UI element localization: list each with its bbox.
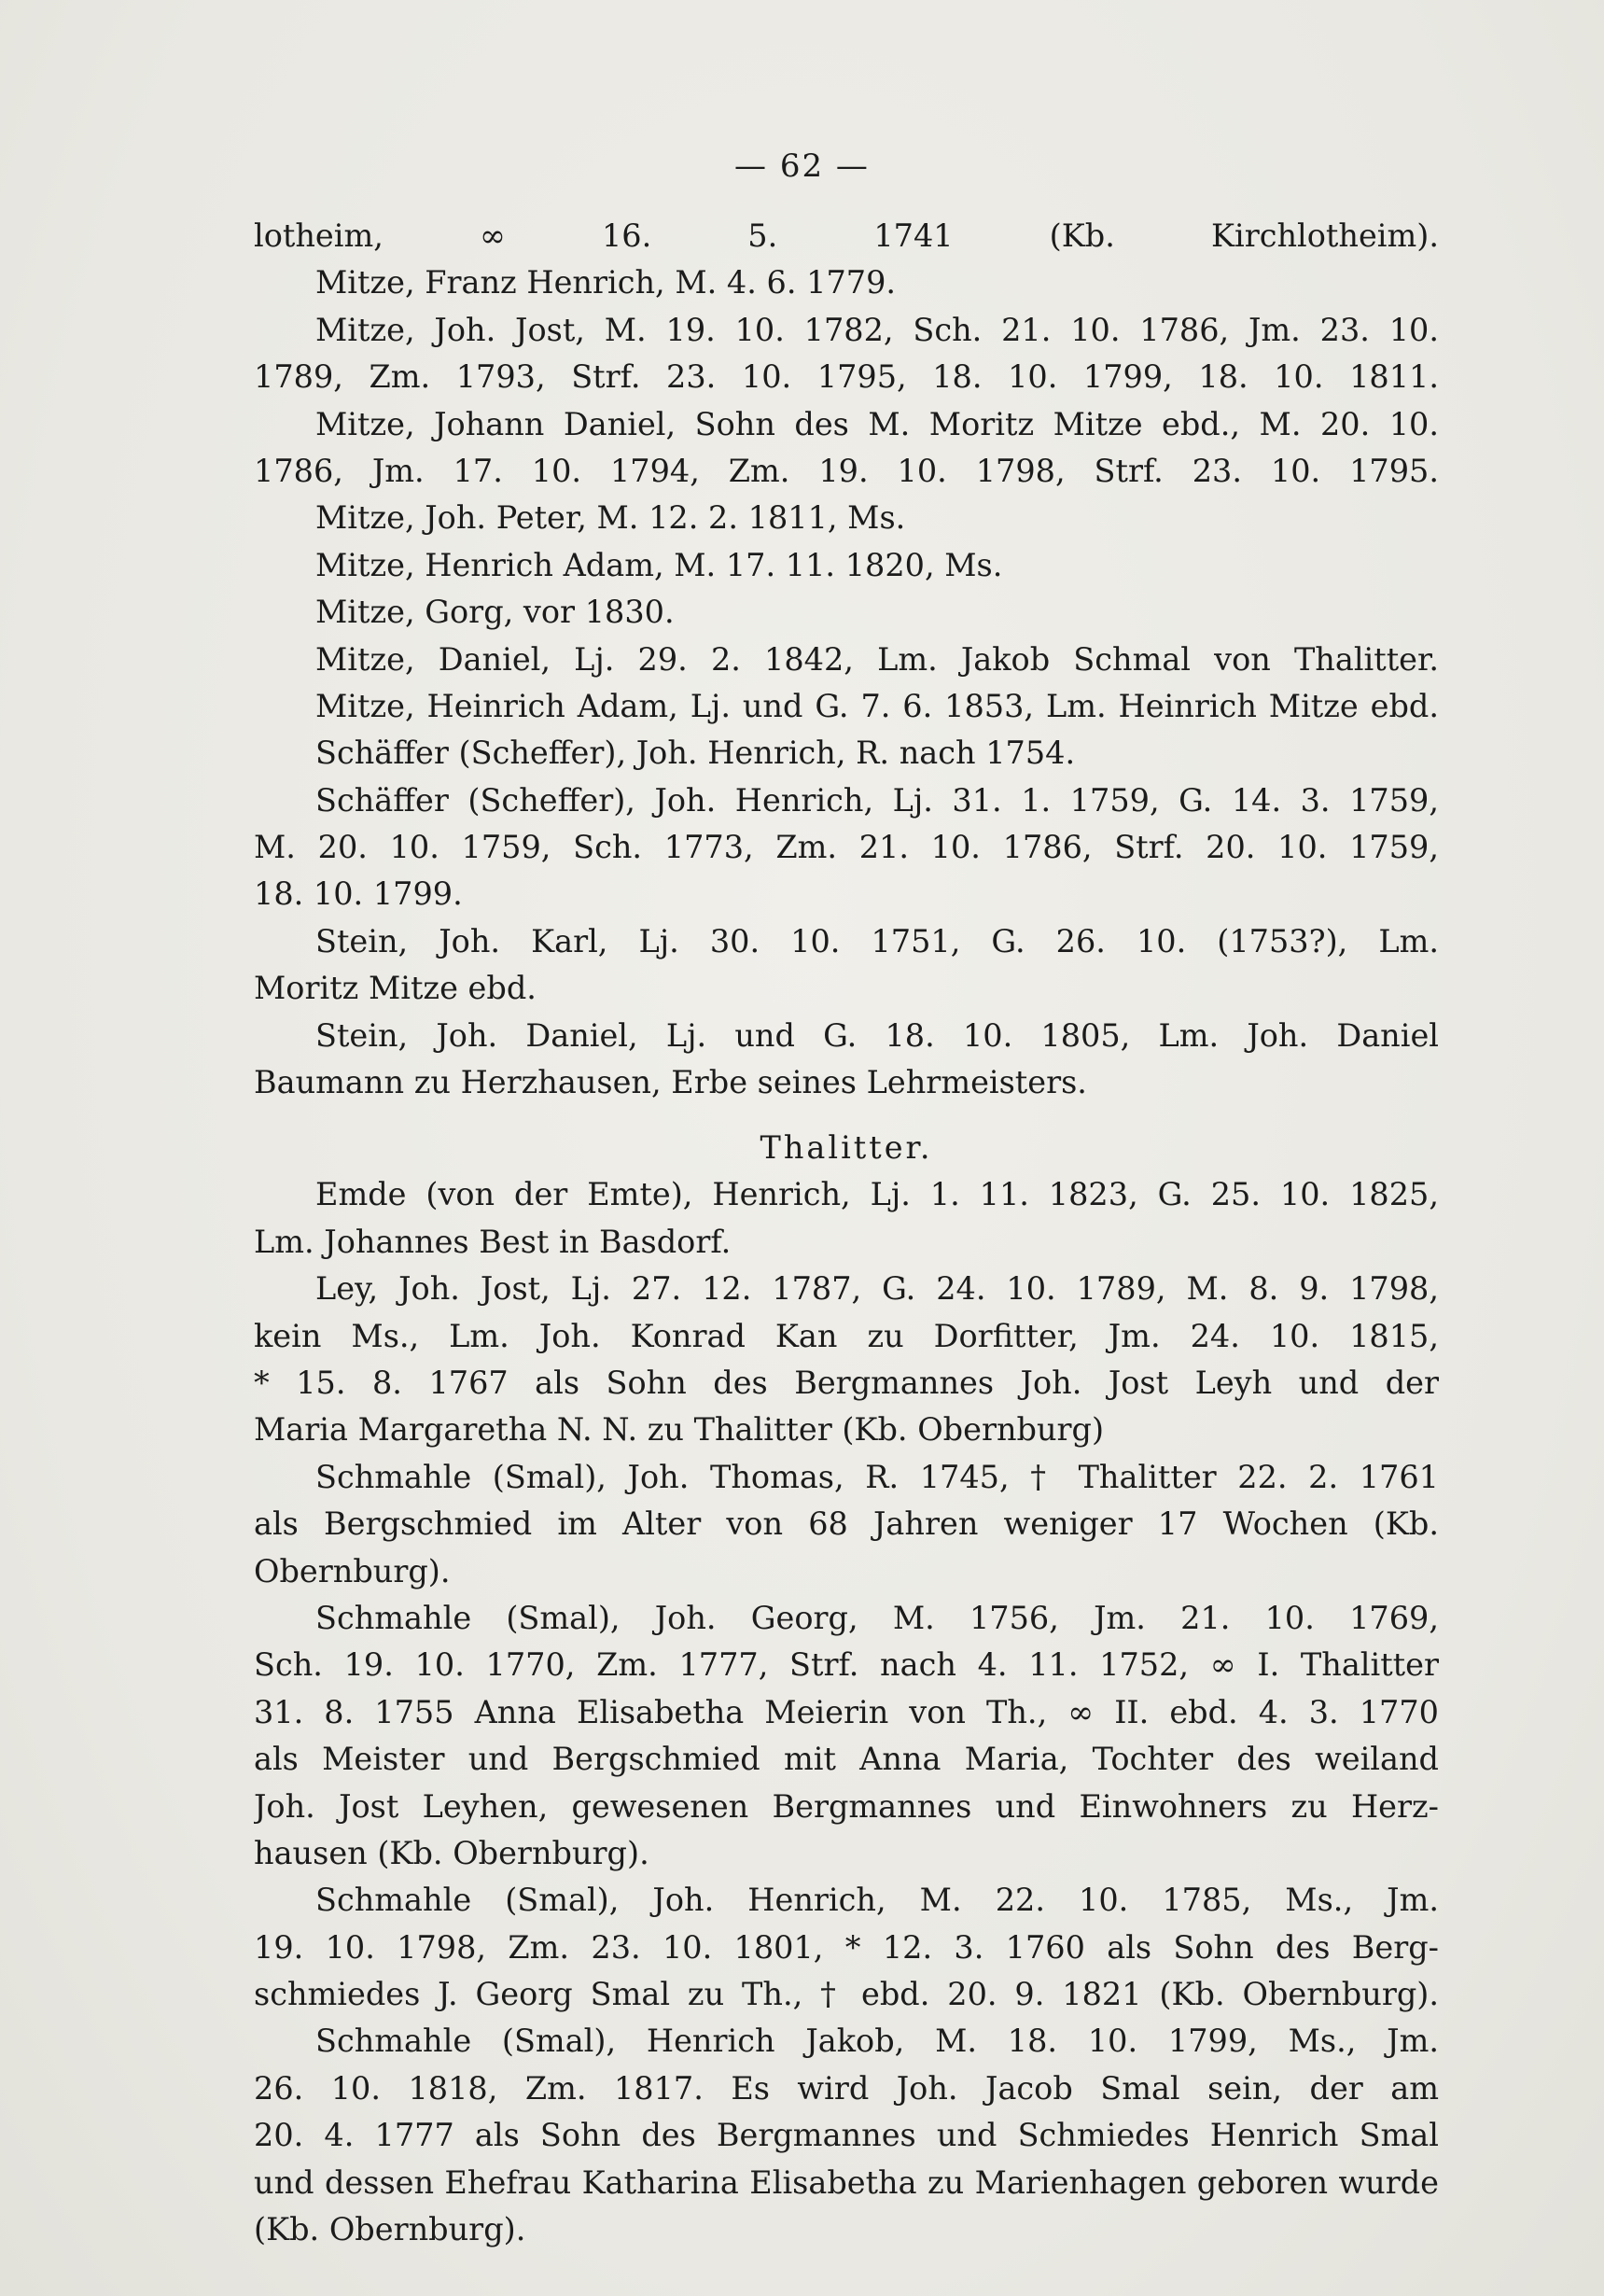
text-line: als Bergschmied im Alter von 68 Jahren weniger 17 Wochen (Kb.: [254, 1505, 1439, 1543]
text-line: kein Ms., Lm. Joh. Konrad Kan zu Dorfitter, Jm. 24. 10. 1815,: [254, 1317, 1439, 1354]
text-line: Mitze, Joh. Jost, M. 19. 10. 1782, Sch. 21. 10. 1786, Jm. 23. 10.: [315, 311, 1439, 348]
text-line: Schmahle (Smal), Joh. Henrich, M. 22. 10. 1785, Ms., Jm.: [315, 1882, 1439, 1919]
text-line: Mitze, Gorg, vor 1830.: [315, 594, 675, 631]
text-line: Obernburg).: [254, 1552, 451, 1589]
text-line: Mitze, Johann Daniel, Sohn des M. Moritz Mitze ebd., M. 20. 10.: [315, 405, 1439, 442]
text-line: 31. 8. 1755 Anna Elisabetha Meierin von Th., ∞ II. ebd. 4. 3. 1770: [254, 1693, 1439, 1730]
text-line: Ley, Joh. Jost, Lj. 27. 12. 1787, G. 24. 10. 1789, M. 8. 9. 1798,: [315, 1270, 1439, 1308]
text-line: 26. 10. 1818, Zm. 1817. Es wird Joh. Jacob Smal sein, der am: [254, 2069, 1439, 2107]
text-line: Baumann zu Herzhausen, Erbe seines Lehrmeisters.: [254, 1064, 1087, 1101]
section-title: Thalitter.: [760, 1129, 933, 1167]
text-line: als Meister und Bergschmied mit Anna Maria, Tochter des weiland: [254, 1741, 1439, 1778]
text-line: Schmahle (Smal), Joh. Georg, M. 1756, Jm. 21. 10. 1769,: [315, 1599, 1439, 1636]
text-line: Schäffer (Scheffer), Joh. Henrich, Lj. 31. 1. 1759, G. 14. 3. 1759,: [315, 781, 1439, 819]
text-line: schmiedes J. Georg Smal zu Th., † ebd. 20. 9. 1821 (Kb. Obernburg).: [254, 1976, 1439, 2013]
text-line: (Kb. Obernburg).: [254, 2211, 526, 2248]
text-line: Lm. Johannes Best in Basdorf.: [254, 1223, 732, 1260]
page-number: — 62 —: [734, 147, 870, 185]
text-line: Stein, Joh. Karl, Lj. 30. 10. 1751, G. 26. 10. (1753?), Lm.: [315, 922, 1439, 959]
text-line: 19. 10. 1798, Zm. 23. 10. 1801, * 12. 3. 1760 als Sohn des Berg-: [254, 1928, 1439, 1966]
text-line: Mitze, Heinrich Adam, Lj. und G. 7. 6. 1853, Lm. Heinrich Mitze ebd.: [315, 687, 1439, 724]
text-line: Mitze, Daniel, Lj. 29. 2. 1842, Lm. Jakob Schmal von Thalitter.: [315, 640, 1439, 678]
text-line: * 15. 8. 1767 als Sohn des Bergmannes Joh. Jost Leyh und der: [254, 1364, 1439, 1401]
text-line: Schmahle (Smal), Joh. Thomas, R. 1745, † Thalitter 22. 2. 1761: [315, 1458, 1439, 1495]
text-line: hausen (Kb. Obernburg).: [254, 1834, 649, 1871]
text-line: Joh. Jost Leyhen, gewesenen Bergmannes und Einwohners zu Herz-: [254, 1787, 1439, 1825]
text-line: Schäffer (Scheffer), Joh. Henrich, R. nach 1754.: [315, 735, 1076, 772]
text-line: Sch. 19. 10. 1770, Zm. 1777, Strf. nach 4. 11. 1752, ∞ I. Thalitter: [254, 1646, 1439, 1684]
text-line: Stein, Joh. Daniel, Lj. und G. 18. 10. 1805, Lm. Joh. Daniel: [315, 1016, 1439, 1054]
page-body: [254, 213, 1439, 2253]
text-line: Schmahle (Smal), Henrich Jakob, M. 18. 10. 1799, Ms., Jm.: [315, 2023, 1439, 2060]
text-line: 20. 4. 1777 als Sohn des Bergmannes und Schmiedes Henrich Smal: [254, 2117, 1439, 2154]
text-line: 18. 10. 1799.: [254, 875, 463, 913]
text-line: Moritz Mitze ebd.: [254, 970, 537, 1007]
text-line: 1789, Zm. 1793, Strf. 23. 10. 1795, 18. 10. 1799, 18. 10. 1811.: [254, 358, 1439, 396]
text-line: Mitze, Henrich Adam, M. 17. 11. 1820, Ms.: [315, 546, 1003, 583]
text-line: lotheim, ∞ 16. 5. 1741 (Kb. Kirchlotheim).: [254, 217, 1439, 254]
text-line: M. 20. 10. 1759, Sch. 1773, Zm. 21. 10. 1786, Strf. 20. 10. 1759,: [254, 829, 1439, 866]
text-line: und dessen Ehefrau Katharina Elisabetha zu Marienhagen geboren wurde: [254, 2163, 1439, 2201]
text-line: Mitze, Joh. Peter, M. 12. 2. 1811, Ms.: [315, 499, 906, 537]
text-line: Mitze, Franz Henrich, M. 4. 6. 1779.: [315, 264, 897, 301]
text-line: Emde (von der Emte), Henrich, Lj. 1. 11. 1823, G. 25. 10. 1825,: [315, 1176, 1439, 1213]
text-line: Maria Margaretha N. N. zu Thalitter (Kb. Obernburg): [254, 1411, 1105, 1449]
text-line: 1786, Jm. 17. 10. 1794, Zm. 19. 10. 1798, Strf. 23. 10. 1795.: [254, 452, 1439, 489]
